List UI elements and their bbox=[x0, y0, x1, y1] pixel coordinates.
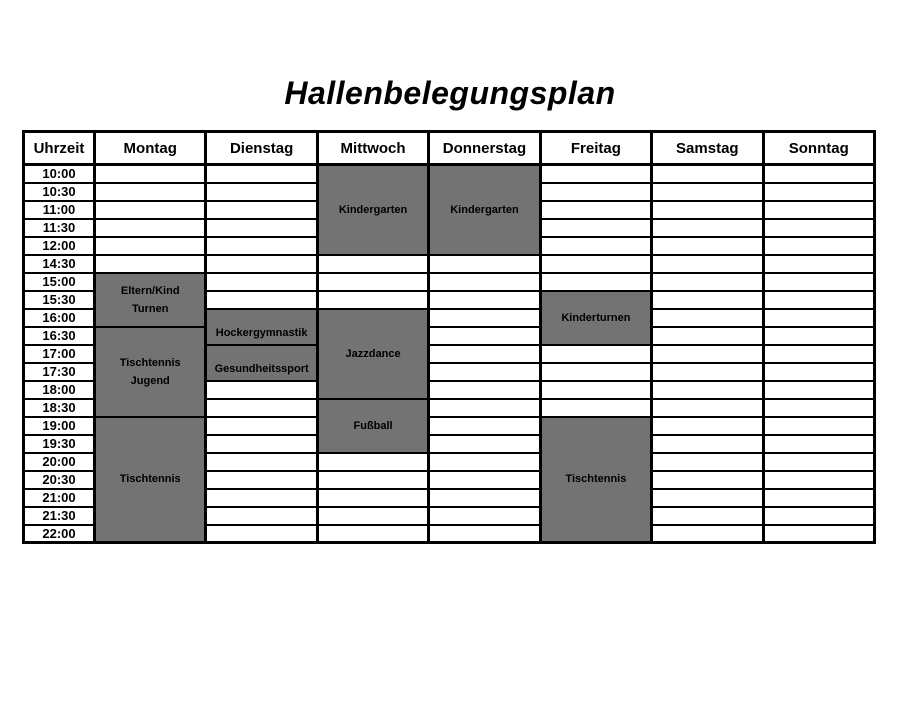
empty-slot bbox=[652, 363, 763, 381]
time-label: 15:00 bbox=[24, 273, 95, 291]
booking-mittwoch-jazzdance bbox=[317, 309, 428, 399]
empty-slot bbox=[763, 291, 874, 309]
empty-slot bbox=[763, 453, 874, 471]
header-day-freitag: Freitag bbox=[540, 132, 651, 165]
booking-montag-eltern-kind-turnen bbox=[95, 273, 206, 327]
empty-slot bbox=[206, 471, 317, 489]
empty-slot bbox=[429, 273, 540, 291]
empty-slot bbox=[540, 165, 651, 183]
empty-slot bbox=[652, 345, 763, 363]
booking-label: Hockergymnastik bbox=[215, 326, 308, 339]
booking-label: Tischtennis bbox=[119, 473, 181, 486]
empty-slot bbox=[206, 525, 317, 543]
empty-slot bbox=[763, 327, 874, 345]
empty-slot bbox=[652, 255, 763, 273]
booking-label: Kinderturnen bbox=[561, 311, 631, 324]
empty-slot bbox=[206, 255, 317, 273]
booking-label: Jugend bbox=[130, 374, 170, 387]
row-1430 bbox=[24, 255, 875, 273]
empty-slot bbox=[763, 237, 874, 255]
empty-slot bbox=[95, 237, 206, 255]
empty-slot bbox=[317, 291, 428, 309]
empty-slot bbox=[317, 273, 428, 291]
empty-slot bbox=[317, 525, 428, 543]
empty-slot bbox=[763, 399, 874, 417]
row-1900 bbox=[24, 417, 875, 435]
empty-slot bbox=[652, 327, 763, 345]
empty-slot bbox=[95, 165, 206, 183]
time-label: 21:30 bbox=[24, 507, 95, 525]
empty-slot bbox=[317, 255, 428, 273]
time-label: 11:00 bbox=[24, 201, 95, 219]
empty-slot bbox=[206, 273, 317, 291]
page-title: Hallenbelegungsplan bbox=[284, 75, 616, 111]
booking-donnerstag-kindergarten bbox=[429, 165, 540, 255]
empty-slot bbox=[206, 417, 317, 435]
booking-label: Tischtennis bbox=[119, 356, 181, 369]
empty-slot bbox=[540, 219, 651, 237]
empty-slot bbox=[652, 399, 763, 417]
empty-slot bbox=[652, 417, 763, 435]
booking-mittwoch-kindergarten bbox=[317, 165, 428, 255]
time-label: 15:30 bbox=[24, 291, 95, 309]
empty-slot bbox=[763, 255, 874, 273]
empty-slot bbox=[652, 471, 763, 489]
empty-slot bbox=[763, 381, 874, 399]
time-label: 12:00 bbox=[24, 237, 95, 255]
empty-slot bbox=[206, 219, 317, 237]
empty-slot bbox=[540, 255, 651, 273]
empty-slot bbox=[429, 525, 540, 543]
empty-slot bbox=[652, 291, 763, 309]
empty-slot bbox=[206, 237, 317, 255]
empty-slot bbox=[763, 471, 874, 489]
empty-slot bbox=[540, 381, 651, 399]
booking-freitag-tischtennis bbox=[540, 417, 651, 543]
empty-slot bbox=[652, 435, 763, 453]
empty-slot bbox=[429, 507, 540, 525]
empty-slot bbox=[206, 507, 317, 525]
time-label: 10:30 bbox=[24, 183, 95, 201]
empty-slot bbox=[206, 165, 317, 183]
booking-dienstag-gesundheitssport bbox=[206, 345, 317, 381]
empty-slot bbox=[652, 201, 763, 219]
empty-slot bbox=[763, 219, 874, 237]
empty-slot bbox=[652, 525, 763, 543]
time-label: 17:30 bbox=[24, 363, 95, 381]
header-day-dienstag: Dienstag bbox=[206, 132, 317, 165]
empty-slot bbox=[429, 489, 540, 507]
empty-slot bbox=[317, 489, 428, 507]
booking-mittwoch-fussball bbox=[317, 399, 428, 453]
empty-slot bbox=[652, 309, 763, 327]
booking-label: Kindergarten bbox=[338, 203, 408, 216]
time-label: 16:30 bbox=[24, 327, 95, 345]
empty-slot bbox=[652, 183, 763, 201]
empty-slot bbox=[652, 453, 763, 471]
empty-slot bbox=[429, 381, 540, 399]
empty-slot bbox=[429, 399, 540, 417]
time-label: 22:00 bbox=[24, 525, 95, 543]
time-label: 21:00 bbox=[24, 489, 95, 507]
booking-montag-tischtennis bbox=[95, 417, 206, 543]
empty-slot bbox=[763, 489, 874, 507]
empty-slot bbox=[429, 471, 540, 489]
empty-slot bbox=[206, 399, 317, 417]
empty-slot bbox=[429, 363, 540, 381]
empty-slot bbox=[652, 489, 763, 507]
empty-slot bbox=[95, 183, 206, 201]
empty-slot bbox=[317, 507, 428, 525]
empty-slot bbox=[763, 183, 874, 201]
header-day-donnerstag: Donnerstag bbox=[429, 132, 540, 165]
schedule-table bbox=[22, 130, 876, 544]
booking-dienstag-hockergymnastik bbox=[206, 309, 317, 345]
row-1000 bbox=[24, 165, 875, 183]
time-label: 18:30 bbox=[24, 399, 95, 417]
time-label: 19:00 bbox=[24, 417, 95, 435]
header-day-sonntag: Sonntag bbox=[763, 132, 874, 165]
booking-label: Eltern/Kind bbox=[120, 284, 180, 297]
time-label: 17:00 bbox=[24, 345, 95, 363]
row-1500 bbox=[24, 273, 875, 291]
empty-slot bbox=[540, 201, 651, 219]
empty-slot bbox=[763, 345, 874, 363]
empty-slot bbox=[429, 309, 540, 327]
empty-slot bbox=[763, 309, 874, 327]
time-label: 14:30 bbox=[24, 255, 95, 273]
empty-slot bbox=[429, 327, 540, 345]
empty-slot bbox=[540, 183, 651, 201]
header-day-samstag: Samstag bbox=[652, 132, 763, 165]
empty-slot bbox=[206, 183, 317, 201]
booking-freitag-kinderturnen bbox=[540, 291, 651, 345]
header-day-montag: Montag bbox=[95, 132, 206, 165]
empty-slot bbox=[95, 255, 206, 273]
empty-slot bbox=[763, 201, 874, 219]
empty-slot bbox=[763, 435, 874, 453]
empty-slot bbox=[429, 255, 540, 273]
empty-slot bbox=[429, 435, 540, 453]
empty-slot bbox=[206, 489, 317, 507]
empty-slot bbox=[540, 345, 651, 363]
empty-slot bbox=[317, 471, 428, 489]
header-row bbox=[24, 132, 875, 165]
empty-slot bbox=[206, 291, 317, 309]
empty-slot bbox=[429, 417, 540, 435]
booking-label: Fußball bbox=[353, 419, 393, 432]
booking-label: Tischtennis bbox=[565, 473, 627, 486]
empty-slot bbox=[763, 363, 874, 381]
empty-slot bbox=[95, 201, 206, 219]
empty-slot bbox=[763, 525, 874, 543]
empty-slot bbox=[540, 363, 651, 381]
empty-slot bbox=[206, 453, 317, 471]
time-label: 11:30 bbox=[24, 219, 95, 237]
empty-slot bbox=[763, 417, 874, 435]
time-label: 16:00 bbox=[24, 309, 95, 327]
time-label: 19:30 bbox=[24, 435, 95, 453]
empty-slot bbox=[317, 453, 428, 471]
empty-slot bbox=[652, 219, 763, 237]
header-day-mittwoch: Mittwoch bbox=[317, 132, 428, 165]
time-label: 18:00 bbox=[24, 381, 95, 399]
empty-slot bbox=[652, 507, 763, 525]
booking-montag-tischtennis-jugend bbox=[95, 327, 206, 417]
empty-slot bbox=[652, 273, 763, 291]
empty-slot bbox=[540, 273, 651, 291]
empty-slot bbox=[763, 165, 874, 183]
time-label: 20:30 bbox=[24, 471, 95, 489]
booking-label: Turnen bbox=[131, 302, 169, 315]
page bbox=[0, 74, 900, 544]
empty-slot bbox=[763, 273, 874, 291]
empty-slot bbox=[540, 237, 651, 255]
booking-label: Gesundheitssport bbox=[214, 362, 309, 375]
empty-slot bbox=[763, 507, 874, 525]
empty-slot bbox=[652, 237, 763, 255]
empty-slot bbox=[429, 453, 540, 471]
time-label: 10:00 bbox=[24, 165, 95, 183]
empty-slot bbox=[652, 381, 763, 399]
empty-slot bbox=[206, 381, 317, 399]
empty-slot bbox=[206, 201, 317, 219]
empty-slot bbox=[429, 291, 540, 309]
empty-slot bbox=[95, 219, 206, 237]
empty-slot bbox=[540, 399, 651, 417]
time-label: 20:00 bbox=[24, 453, 95, 471]
booking-label: Kindergarten bbox=[450, 203, 519, 216]
booking-label: Jazzdance bbox=[345, 347, 401, 360]
header-uhrzeit: Uhrzeit bbox=[24, 132, 95, 165]
empty-slot bbox=[206, 435, 317, 453]
row-1630 bbox=[24, 327, 875, 345]
empty-slot bbox=[429, 345, 540, 363]
empty-slot bbox=[652, 165, 763, 183]
